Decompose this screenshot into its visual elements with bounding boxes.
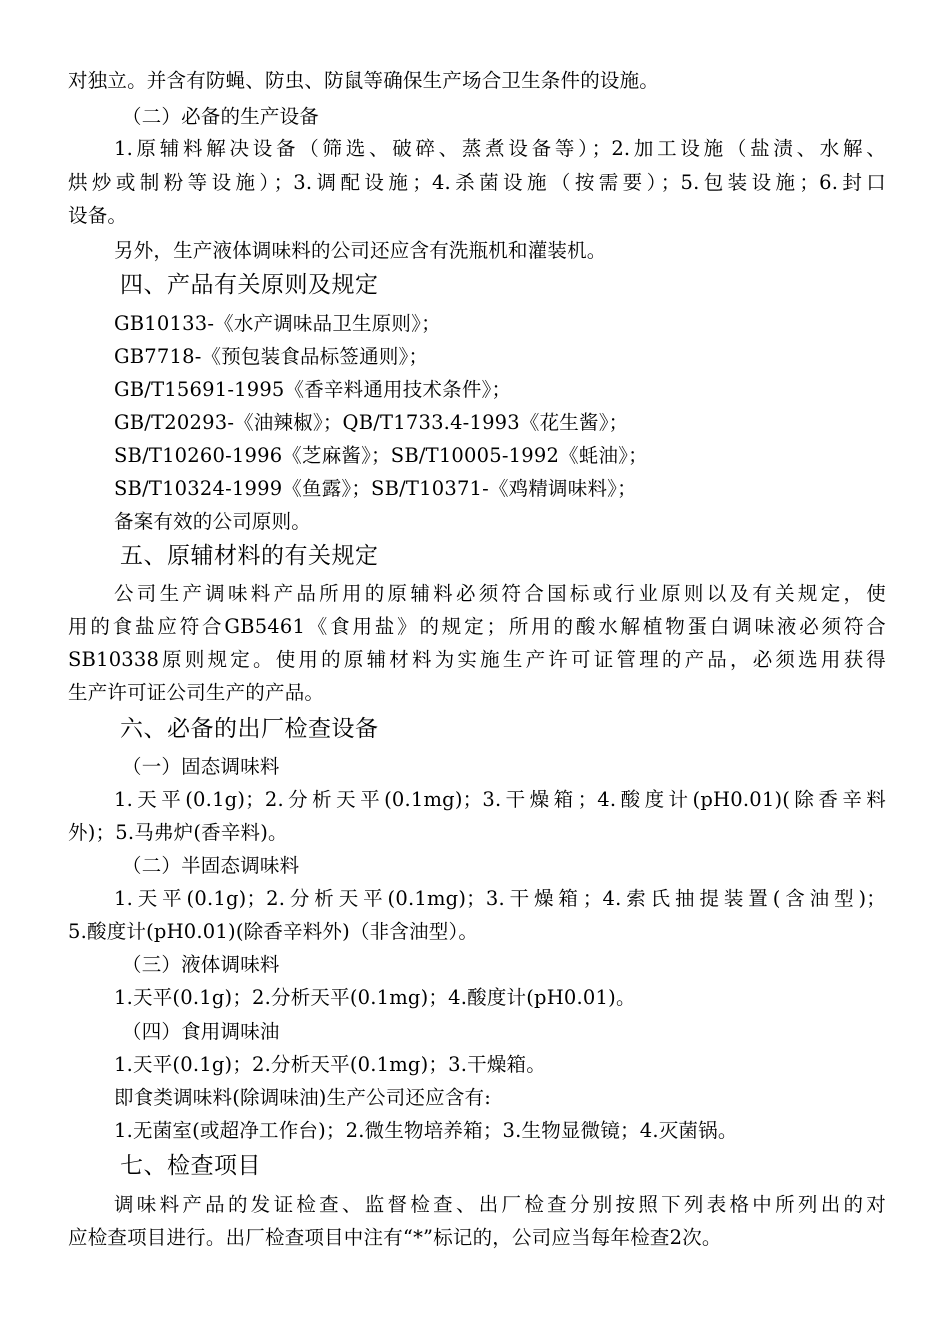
paragraph-line: 1.天平(0.1g)；2.分析天平(0.1mg)；3.干燥箱。 bbox=[114, 1053, 546, 1076]
standard-item: GB/T20293-《油辣椒》；QB/T1733.4-1993《花生酱》； bbox=[114, 411, 629, 434]
section-heading: 五、原辅材料的有关规定 bbox=[120, 543, 379, 569]
subsection-title: （四）食用调味油 bbox=[122, 1020, 280, 1043]
paragraph-line: 调味料产品的发证检查、监督检查、出厂检查分别按照下列表格中所列出的对 bbox=[114, 1193, 886, 1216]
subsection-title: （二）必备的生产设备 bbox=[122, 105, 320, 128]
standard-item: SB/T10260-1996《芝麻酱》；SB/T10005-1992《蚝油》； bbox=[114, 444, 648, 467]
paragraph-line: 设备。 bbox=[68, 204, 128, 227]
paragraph-line: 另外，生产液体调味料的公司还应含有洗瓶机和灌装机。 bbox=[114, 239, 607, 262]
paragraph-line: 应检查项目进行。出厂检查项目中注有“*”标记的，公司应当每年检查2次。 bbox=[68, 1226, 722, 1249]
paragraph-line: 烘炒或制粉等设施）；3.调配设施；4.杀菌设施（按需要）；5.包装设施；6.封口 bbox=[68, 171, 886, 194]
subsection-title: （二）半固态调味料 bbox=[122, 854, 300, 877]
standard-item: GB10133-《水产调味品卫生原则》； bbox=[114, 312, 441, 335]
subsection-title: （一）固态调味料 bbox=[122, 755, 280, 778]
paragraph-line: SB10338原则规定。使用的原辅材料为实施生产许可证管理的产品，必须选用获得 bbox=[68, 648, 886, 671]
paragraph-line: 5.酸度计(pH0.01)(除香辛料外)（非含油型）。 bbox=[68, 920, 479, 943]
paragraph-line: 对独立。并含有防蝇、防虫、防鼠等确保生产场合卫生条件的设施。 bbox=[68, 69, 660, 92]
paragraph-line: 1.天平(0.1g)；2.分析天平(0.1mg)；4.酸度计(pH0.01)。 bbox=[114, 986, 636, 1009]
paragraph-line: 公司生产调味料产品所用的原辅料必须符合国标或行业原则以及有关规定，使 bbox=[114, 582, 886, 605]
paragraph-line: 外)；5.马弗炉(香辛料)。 bbox=[68, 821, 288, 844]
paragraph-line: 1.天平(0.1g)；2.分析天平(0.1mg)；3.干燥箱；4.索氏抽提装置(含油型)； bbox=[114, 887, 886, 910]
section-heading: 七、检查项目 bbox=[120, 1153, 261, 1179]
section-heading: 六、必备的出厂检查设备 bbox=[120, 716, 379, 742]
standard-item: SB/T10324-1999《鱼露》；SB/T10371-《鸡精调味料》； bbox=[114, 477, 637, 500]
paragraph-line: 1.天平(0.1g)；2.分析天平(0.1mg)；3.干燥箱；4.酸度计(pH0.01)(除香辛料 bbox=[114, 788, 886, 811]
standard-item: GB/T15691-1995《香辛料通用技术条件》； bbox=[114, 378, 512, 401]
paragraph-line: 1.原辅料解决设备（筛选、破碎、蒸煮设备等）；2.加工设施（盐渍、水解、 bbox=[114, 137, 886, 160]
standard-item: 备案有效的公司原则。 bbox=[114, 510, 312, 533]
paragraph-line: 用的食盐应符合GB5461《食用盐》的规定；所用的酸水解植物蛋白调味液必须符合 bbox=[68, 615, 886, 638]
paragraph-line: 生产许可证公司生产的产品。 bbox=[68, 681, 325, 704]
paragraph-line: 1.无菌室(或超净工作台)；2.微生物培养箱；3.生物显微镜；4.灭菌锅。 bbox=[114, 1119, 738, 1142]
standard-item: GB7718-《预包装食品标签通则》； bbox=[114, 345, 429, 368]
paragraph-line: 即食类调味料(除调味油)生产公司还应含有: bbox=[114, 1086, 491, 1109]
subsection-title: （三）液体调味料 bbox=[122, 953, 280, 976]
section-heading: 四、产品有关原则及规定 bbox=[120, 272, 379, 298]
